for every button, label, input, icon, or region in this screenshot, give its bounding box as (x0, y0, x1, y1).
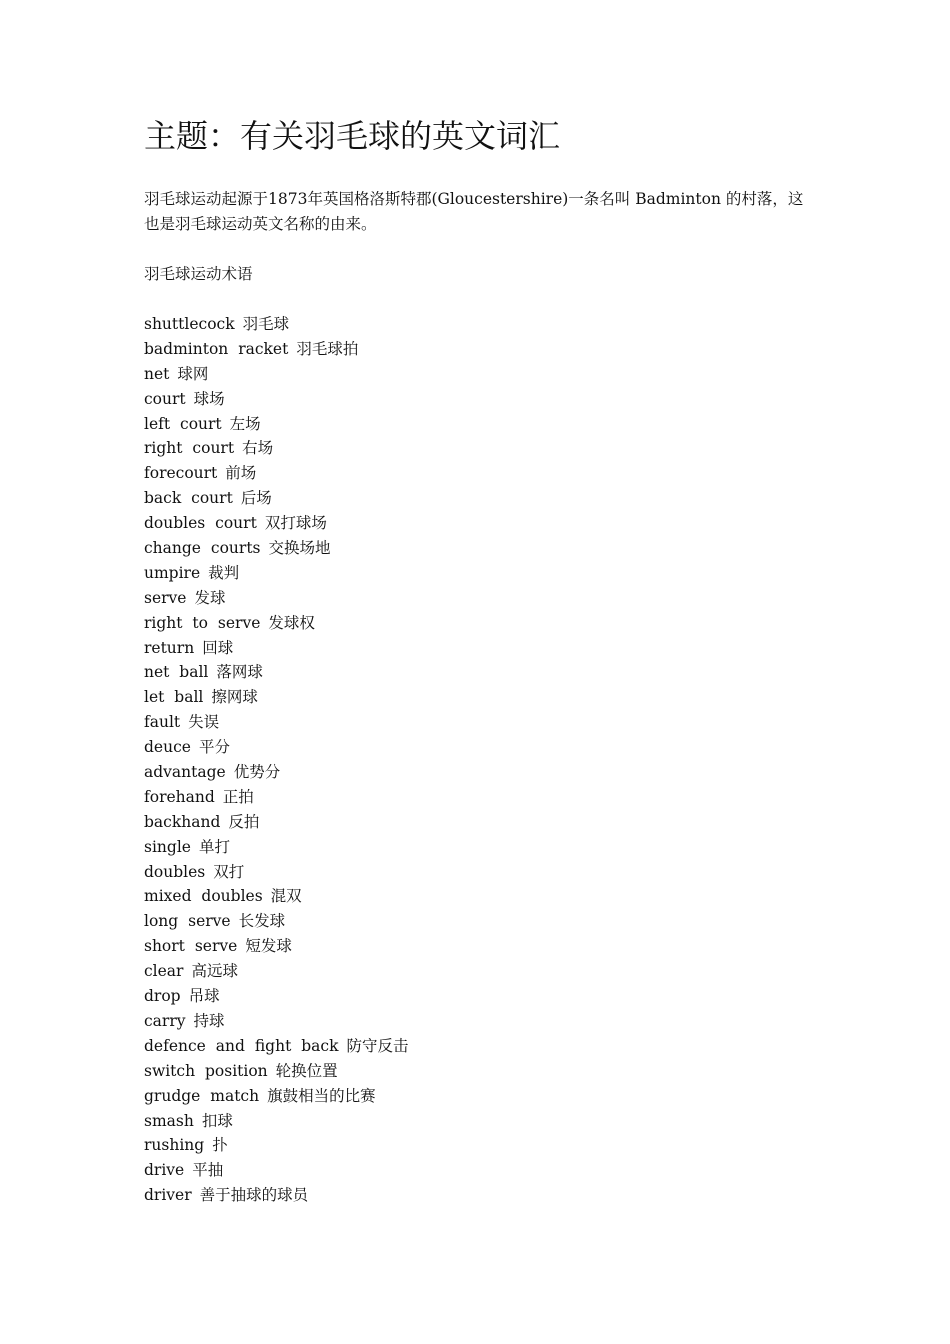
term-chinese: 发球权 (268, 613, 315, 632)
term-english: carry (144, 1011, 186, 1030)
term-english: clear (144, 962, 184, 981)
term-english: umpire (144, 563, 201, 582)
term-english: deuce (144, 738, 191, 757)
term-row (144, 835, 409, 860)
term-english: court (144, 389, 186, 408)
term-row (144, 1034, 409, 1059)
term-english: smash (144, 1111, 194, 1130)
term-row (144, 860, 409, 885)
term-row (144, 312, 409, 337)
term-row (144, 337, 409, 362)
term-chinese: 平抽 (192, 1161, 224, 1180)
term-english: drop (144, 987, 181, 1006)
term-row (144, 611, 409, 636)
term-row (144, 660, 409, 685)
page-title: 主题：有关羽毛球的英文词汇 (144, 117, 561, 155)
term-chinese: 双打 (213, 862, 245, 881)
term-chinese: 单打 (198, 837, 230, 856)
term-chinese: 优势分 (233, 763, 281, 782)
term-english: back court (144, 489, 233, 508)
term-row (144, 1059, 409, 1084)
term-chinese: 失误 (188, 713, 220, 732)
intro-paragraph: 羽毛球运动起源于1873年英国格洛斯特郡(Gloucestershire)一条名叫 Badminton 的村落，这也是羽毛球运动英文名称的由来。 (144, 190, 804, 233)
term-chinese: 正拍 (222, 787, 254, 806)
term-chinese: 发球 (194, 588, 226, 607)
term-chinese: 轮换位置 (275, 1061, 338, 1080)
term-row (144, 536, 409, 561)
term-english: grudge match (144, 1086, 260, 1105)
term-chinese: 扣球 (201, 1111, 233, 1130)
term-english: defence and fight back (144, 1036, 339, 1055)
term-english: right to serve (144, 613, 261, 632)
term-row (144, 884, 409, 909)
term-chinese: 球场 (193, 389, 225, 408)
term-row (144, 735, 409, 760)
term-chinese: 右场 (242, 439, 274, 458)
term-chinese: 裁判 (208, 563, 240, 582)
term-row (144, 1133, 409, 1158)
term-chinese: 前场 (225, 464, 257, 483)
term-row (144, 984, 409, 1009)
term-chinese: 长发球 (238, 912, 286, 931)
term-english: change courts (144, 539, 261, 558)
term-row (144, 387, 409, 412)
term-chinese: 左场 (229, 414, 261, 433)
term-english: doubles (144, 862, 206, 881)
term-chinese: 善于抽球的球员 (199, 1186, 309, 1205)
term-english: backhand (144, 812, 221, 831)
term-row (144, 511, 409, 536)
term-english: forecourt (144, 464, 218, 483)
term-chinese: 高远球 (191, 962, 238, 981)
term-chinese: 后场 (240, 489, 272, 508)
term-row (144, 1009, 409, 1034)
term-row (144, 959, 409, 984)
term-row (144, 760, 409, 785)
term-english: single (144, 837, 191, 856)
term-chinese: 持球 (193, 1011, 225, 1030)
term-english: forehand (144, 787, 215, 806)
term-chinese: 擦网球 (211, 688, 258, 707)
term-chinese: 旗鼓相当的比赛 (267, 1086, 376, 1105)
term-english: shuttlecock (144, 315, 235, 333)
term-english: drive (144, 1161, 185, 1180)
term-english: badminton racket (144, 339, 289, 358)
term-chinese: 反拍 (228, 812, 260, 831)
term-english: right court (144, 439, 235, 458)
term-chinese: 防守反击 (346, 1036, 409, 1055)
term-english: mixed doubles (144, 887, 263, 906)
term-row (144, 1158, 409, 1183)
term-chinese: 回球 (202, 638, 234, 657)
term-row (144, 561, 409, 586)
term-chinese: 交换场地 (268, 539, 331, 558)
term-row (144, 1109, 409, 1134)
term-english: net ball (144, 663, 209, 682)
term-english: doubles court (144, 514, 257, 533)
term-english: return (144, 638, 195, 657)
term-english: left court (144, 414, 222, 433)
term-english: switch position (144, 1061, 268, 1080)
term-chinese: 吊球 (188, 987, 220, 1006)
term-row (144, 412, 409, 437)
term-english: advantage (144, 763, 226, 782)
term-row (144, 1084, 409, 1109)
term-english: long serve (144, 912, 231, 931)
term-row (144, 436, 409, 461)
term-row (144, 362, 409, 387)
term-english: net (144, 364, 170, 383)
term-english: serve (144, 588, 187, 607)
term-row (144, 934, 409, 959)
term-chinese: 羽毛球 (242, 315, 290, 333)
term-row (144, 685, 409, 710)
term-english: fault (144, 713, 181, 732)
term-english: driver (144, 1186, 192, 1205)
term-row (144, 1183, 409, 1208)
term-row (144, 810, 409, 835)
term-english: let ball (144, 688, 204, 707)
term-chinese: 混双 (270, 887, 302, 906)
term-row (144, 636, 409, 661)
term-row (144, 586, 409, 611)
term-row (144, 461, 409, 486)
section-heading: 羽毛球运动术语 (144, 265, 253, 283)
term-row (144, 785, 409, 810)
term-list (144, 312, 409, 1208)
term-chinese: 落网球 (216, 663, 263, 682)
term-row (144, 486, 409, 511)
term-english: short serve (144, 937, 238, 956)
term-chinese: 平分 (198, 738, 230, 757)
term-row (144, 710, 409, 735)
term-chinese: 扑 (212, 1136, 228, 1155)
term-english: rushing (144, 1136, 205, 1155)
term-chinese: 短发球 (245, 937, 292, 956)
term-row (144, 909, 409, 934)
term-chinese: 球网 (177, 364, 209, 383)
term-chinese: 双打球场 (264, 514, 327, 533)
term-chinese: 羽毛球拍 (296, 339, 359, 358)
